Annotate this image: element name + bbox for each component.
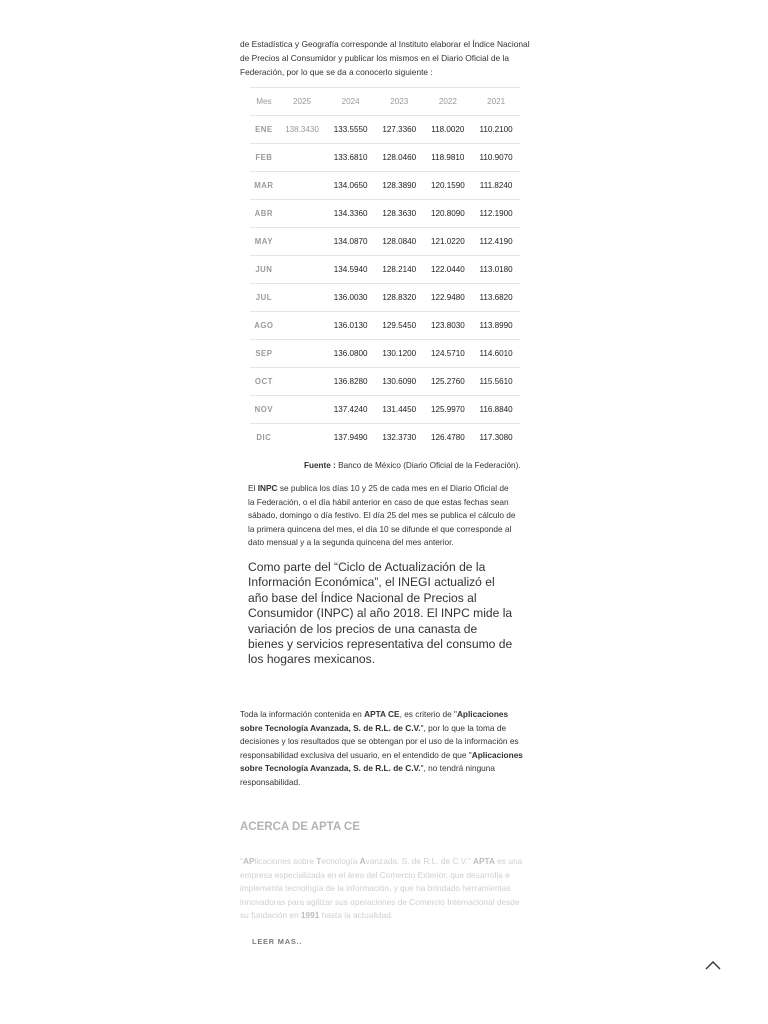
value-cell-2021: 115.5610: [472, 368, 520, 396]
value-cell-2024: 133.6810: [326, 144, 375, 172]
value-cell-2023: 128.2140: [375, 256, 424, 284]
month-cell: FEB: [250, 144, 278, 172]
value-cell-2025: [278, 284, 327, 312]
about-emphasis: AP: [242, 856, 255, 866]
value-cell-2021: 112.4190: [472, 228, 520, 256]
publication-text: se publica los días 10 y 25 de cada mes en el Diario Oficial de la Federación, o el día hábil anterior en caso de que estas fechas sean sábado, domingo o día festivo. El día 25 del mes se publica el cálculo de la primera quincena del mes, el día 10 se difunde el que corresponde al dato mensual y a la segunda quincena del mes anterior.: [248, 483, 516, 547]
value-cell-2025: [278, 340, 327, 368]
value-cell-2023: 130.1200: [375, 340, 424, 368]
about-emphasis: APTA: [473, 856, 495, 866]
value-cell-2025: [278, 228, 327, 256]
value-cell-2025: [278, 312, 327, 340]
value-cell-2023: 130.6090: [375, 368, 424, 396]
value-cell-2021: 112.1900: [472, 200, 520, 228]
chevron-up-icon: [702, 956, 724, 974]
value-cell-2022: 121.0220: [424, 228, 473, 256]
about-text: es una empresa especializada en el área del Comercio Exterior, que desarrolla e implementa tecnología de la información, y que ha brindado herramientas innovadoras para agilizar sus operaciones de Comercio Internacional desde su fundación en: [240, 856, 523, 920]
value-cell-2022: 125.9970: [424, 396, 473, 424]
table-row: [250, 340, 520, 368]
publication-paragraph: [248, 482, 516, 550]
month-cell: JUL: [250, 284, 278, 312]
value-cell-2023: 128.8320: [375, 284, 424, 312]
source-label: Fuente :: [304, 461, 336, 470]
month-cell: OCT: [250, 368, 278, 396]
value-cell-2023: 129.5450: [375, 312, 424, 340]
value-cell-2021: 114.6010: [472, 340, 520, 368]
table-row: [250, 424, 520, 452]
about-heading: ACERCA DE APTA CE: [240, 821, 360, 833]
column-header-mes: Mes: [250, 88, 278, 116]
founding-year: 1991: [300, 910, 320, 920]
value-cell-2022: 125.2760: [424, 368, 473, 396]
value-cell-2023: 127.3360: [375, 116, 424, 144]
month-cell: MAR: [250, 172, 278, 200]
value-cell-2025: [278, 424, 327, 452]
publication-text-start: El: [248, 483, 258, 493]
disclaimer-paragraph: [240, 708, 525, 789]
about-emphasis: A: [359, 856, 366, 866]
value-cell-2021: 110.2100: [472, 116, 520, 144]
value-cell-2025: [278, 396, 327, 424]
value-cell-2023: 128.0460: [375, 144, 424, 172]
value-cell-2021: 113.0180: [472, 256, 520, 284]
back-to-top-button[interactable]: [702, 956, 724, 974]
source-note: [304, 461, 521, 470]
column-header-2021: 2021: [472, 88, 520, 116]
disclaimer-text: Toda la información contenida en: [240, 709, 365, 719]
value-cell-2024: 134.3360: [326, 200, 375, 228]
value-cell-2022: 118.9810: [424, 144, 473, 172]
month-cell: NOV: [250, 396, 278, 424]
table-row: [250, 284, 520, 312]
value-cell-2021: 116.8840: [472, 396, 520, 424]
value-cell-2022: 122.9480: [424, 284, 473, 312]
month-cell: AGO: [250, 312, 278, 340]
value-cell-2022: 122.0440: [424, 256, 473, 284]
value-cell-2022: 120.8090: [424, 200, 473, 228]
about-text: vanzada, S. de R.L. de C.V.": [365, 856, 474, 866]
disclaimer-text: ", por lo que la toma de decisiones y los resultados que se obtengan por el uso de la información es responsabilidad exclusiva del usuario, en el entendido de que ": [240, 722, 519, 760]
read-more-link[interactable]: LEER MAS..: [252, 937, 303, 946]
value-cell-2024: 136.0800: [326, 340, 375, 368]
column-header-2024: 2024: [326, 88, 375, 116]
value-cell-2025: 138.3430: [278, 116, 327, 144]
company-name: Aplicaciones sobre Tecnología Avanzada, S. de R.L. de C.V.: [240, 749, 523, 773]
disclaimer-text: , es criterio de ": [399, 709, 457, 719]
value-cell-2024: 134.0870: [326, 228, 375, 256]
value-cell-2025: [278, 144, 327, 172]
value-cell-2022: 126.4780: [424, 424, 473, 452]
value-cell-2024: 137.9490: [326, 424, 375, 452]
table-row: [250, 228, 520, 256]
value-cell-2021: 113.6820: [472, 284, 520, 312]
value-cell-2021: 113.8990: [472, 312, 520, 340]
month-cell: MAY: [250, 228, 278, 256]
table-header-row: [250, 88, 520, 116]
inpc-table: [250, 87, 520, 451]
table-row: [250, 116, 520, 144]
column-header-2023: 2023: [375, 88, 424, 116]
table-row: [250, 256, 520, 284]
value-cell-2022: 118.0020: [424, 116, 473, 144]
value-cell-2025: [278, 368, 327, 396]
value-cell-2023: 131.4450: [375, 396, 424, 424]
value-cell-2022: 124.5710: [424, 340, 473, 368]
about-paragraph: [240, 855, 523, 923]
month-cell: ABR: [250, 200, 278, 228]
about-text: licaciones sobre: [254, 856, 317, 866]
table-row: [250, 368, 520, 396]
value-cell-2024: 133.5550: [326, 116, 375, 144]
ciclo-paragraph: Como parte del “Ciclo de Actualización de la Información Económica”, el INEGI actualizó el año base del Índice Nacional de Precios al Consumidor (INPC) al año 2018. El INPC mide la variación de los precios de una canasta de bienes y servicios representativa del consumo de los hogares mexicanos.: [248, 560, 513, 667]
value-cell-2021: 110.9070: [472, 144, 520, 172]
value-cell-2022: 123.8030: [424, 312, 473, 340]
table-row: [250, 172, 520, 200]
company-name: Aplicaciones sobre Tecnología Avanzada, S. de R.L. de C.V.: [240, 709, 509, 733]
inpc-abbreviation: INPC: [257, 483, 278, 493]
value-cell-2023: 128.3630: [375, 200, 424, 228]
table-row: [250, 144, 520, 172]
value-cell-2024: 134.5940: [326, 256, 375, 284]
value-cell-2025: [278, 256, 327, 284]
value-cell-2023: 128.0840: [375, 228, 424, 256]
value-cell-2024: 136.0030: [326, 284, 375, 312]
value-cell-2024: 136.8280: [326, 368, 375, 396]
column-header-2025: 2025: [278, 88, 327, 116]
value-cell-2025: [278, 200, 327, 228]
value-cell-2024: 136.0130: [326, 312, 375, 340]
source-text: Banco de México (Diario Oficial de la Federación).: [335, 461, 521, 470]
about-emphasis: T: [316, 856, 322, 866]
month-cell: SEP: [250, 340, 278, 368]
about-text: hasta la actualidad.: [319, 910, 394, 920]
value-cell-2021: 117.3080: [472, 424, 520, 452]
intro-paragraph: de Estadística y Geografía corresponde al Instituto elaborar el Índice Nacional de Precios al Consumidor y publicar los mismos en el Diario Oficial de la Federación, por lo que se da a conocerlo siguiente :: [240, 39, 530, 77]
table-row: [250, 312, 520, 340]
month-cell: JUN: [250, 256, 278, 284]
month-cell: DIC: [250, 424, 278, 452]
column-header-2022: 2022: [424, 88, 473, 116]
apta-ce-name: APTA CE: [364, 709, 400, 719]
value-cell-2022: 120.1590: [424, 172, 473, 200]
value-cell-2023: 128.3890: [375, 172, 424, 200]
value-cell-2024: 134.0650: [326, 172, 375, 200]
value-cell-2024: 137.4240: [326, 396, 375, 424]
table-row: [250, 396, 520, 424]
about-text: ecnología: [321, 856, 360, 866]
value-cell-2023: 132.3730: [375, 424, 424, 452]
disclaimer-text: ", no tendrá ninguna responsabilidad.: [240, 763, 496, 787]
value-cell-2025: [278, 172, 327, 200]
table-row: [250, 200, 520, 228]
value-cell-2021: 111.8240: [472, 172, 520, 200]
month-cell: ENE: [250, 116, 278, 144]
about-text: ": [240, 856, 243, 866]
